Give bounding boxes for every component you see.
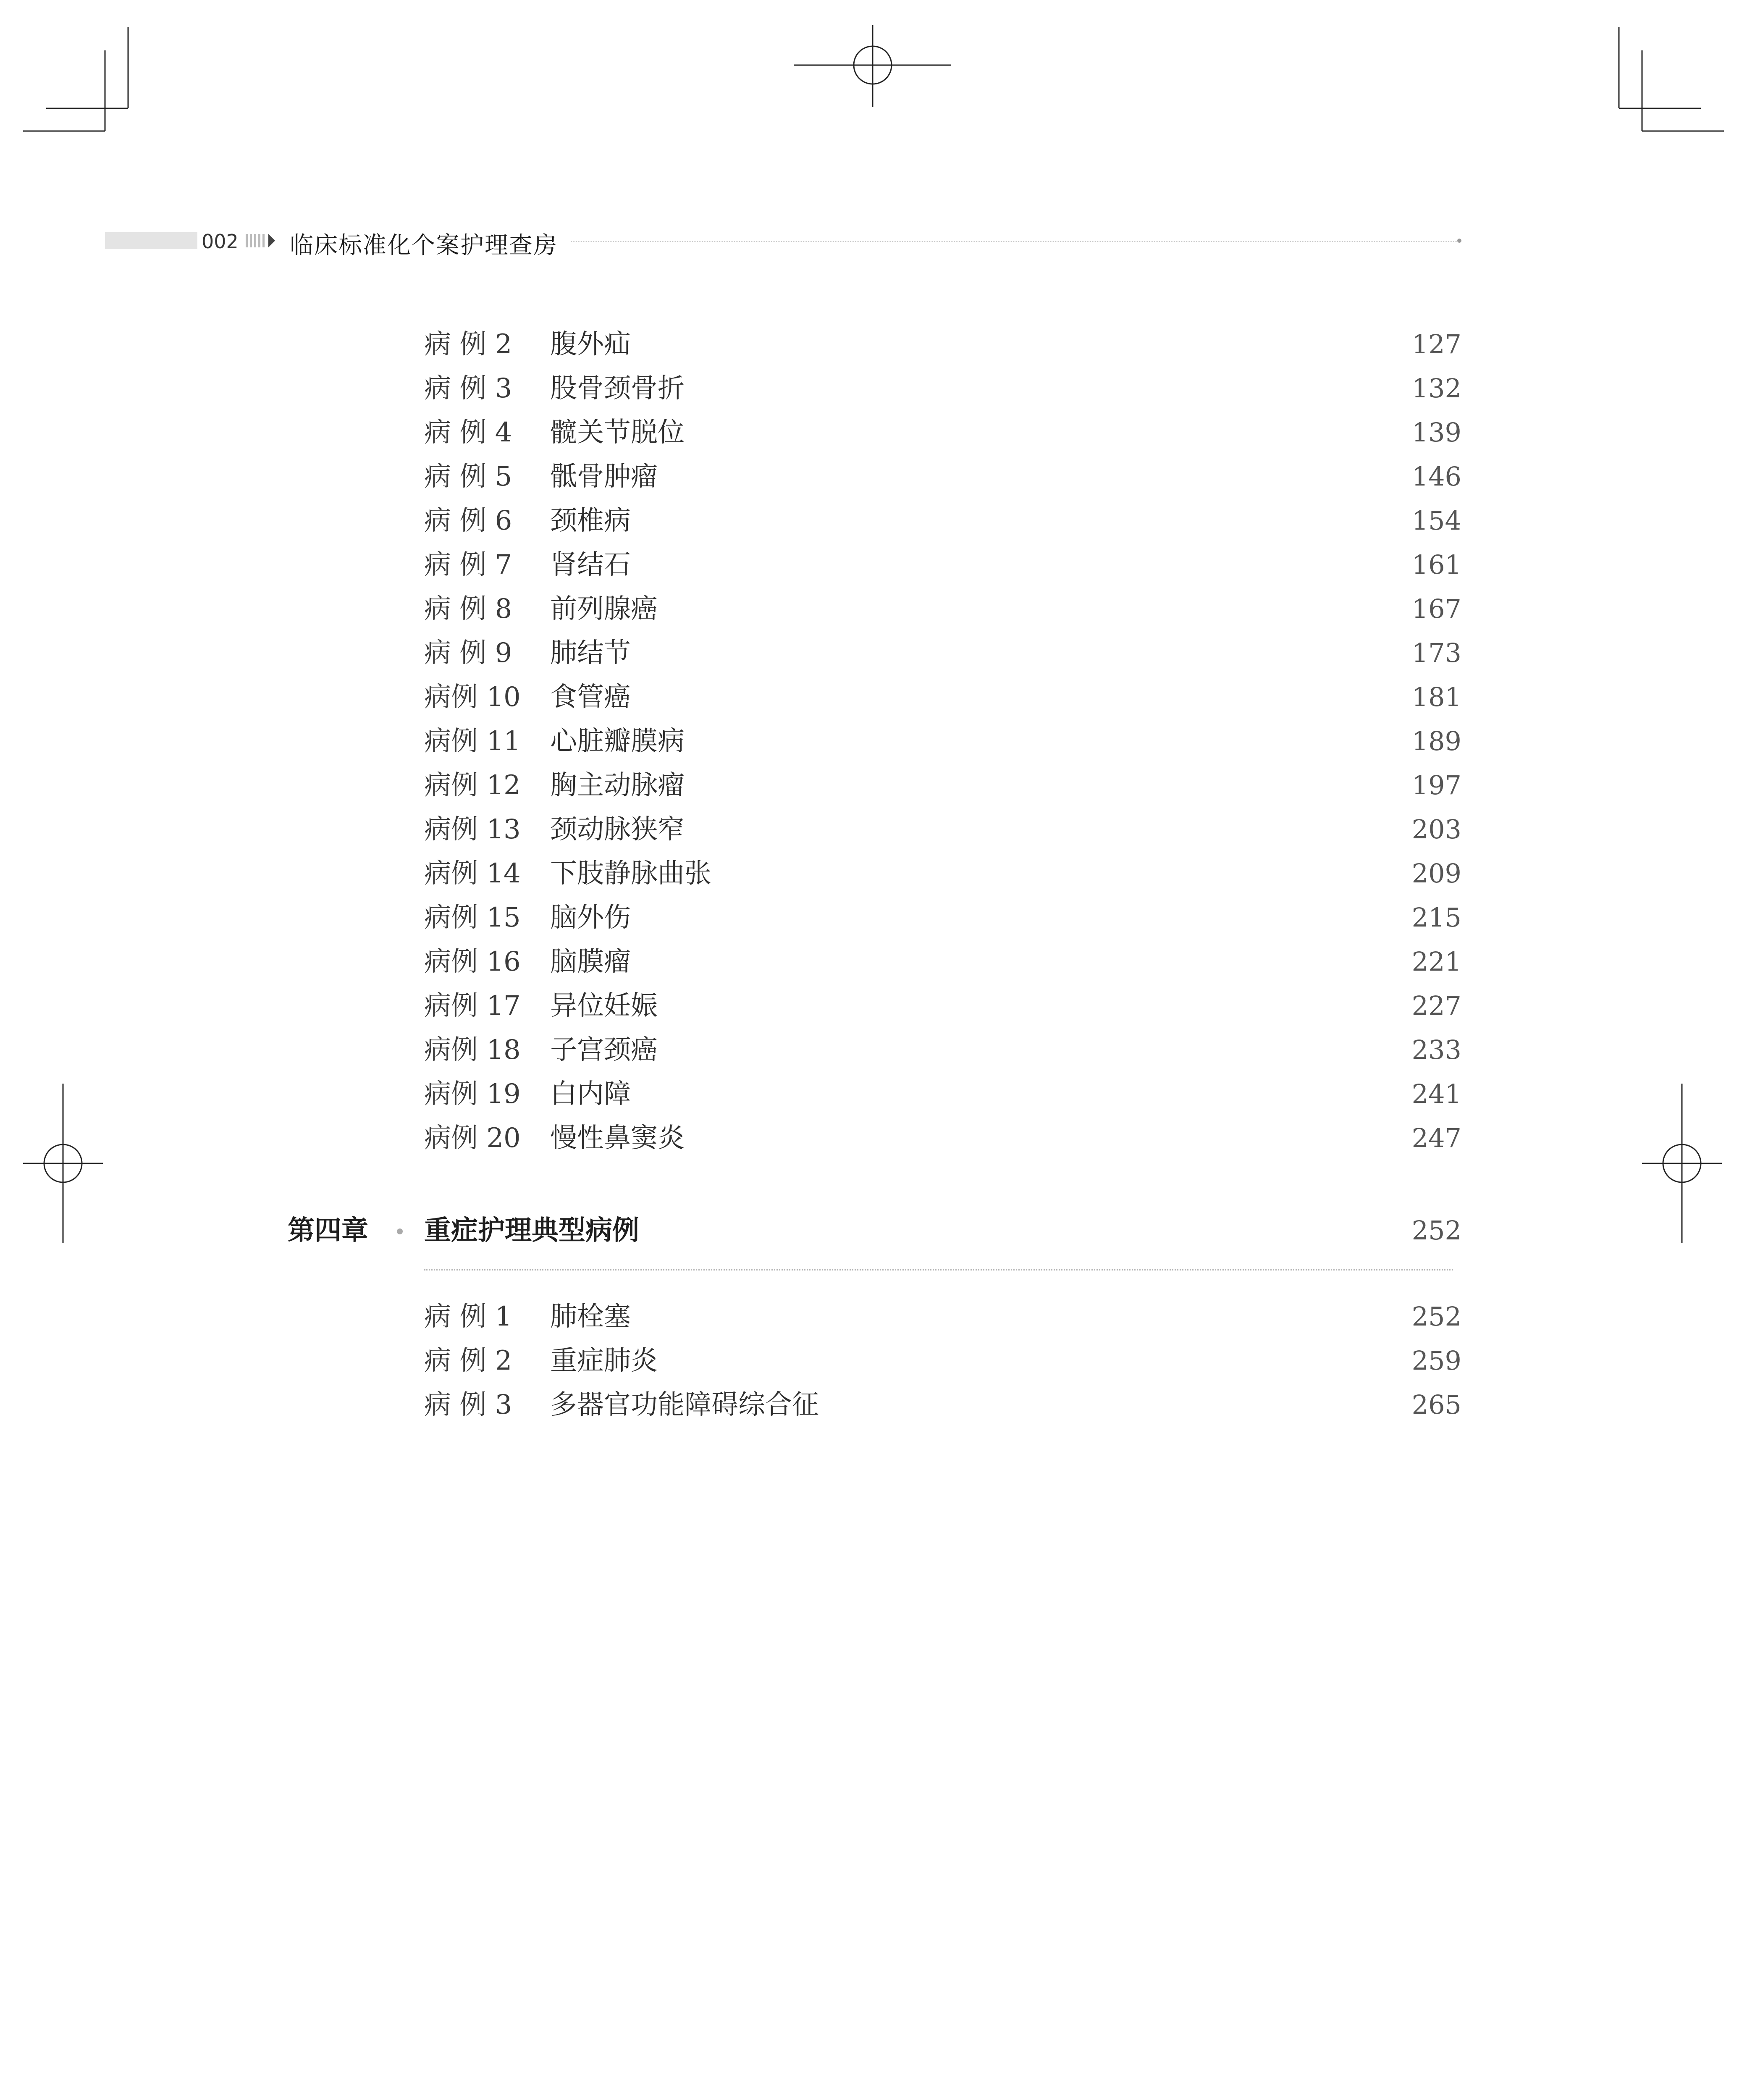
case-title: 颈椎病 — [550, 505, 631, 536]
case-title: 下肢静脉曲张 — [550, 858, 711, 889]
case-title: 肺栓塞 — [550, 1301, 631, 1332]
case-label: 病例 12 — [424, 770, 521, 801]
page-number: 247 — [1411, 1123, 1461, 1153]
case-label: 病 例 1 — [424, 1301, 512, 1332]
case-title: 肺结节 — [550, 638, 631, 669]
case-label: 病例 17 — [424, 990, 521, 1021]
case-label: 病例 10 — [424, 682, 521, 713]
case-title: 脑膜瘤 — [550, 946, 631, 977]
header-bar — [105, 232, 197, 249]
page-number: 227 — [1411, 990, 1461, 1021]
case-label: 病例 13 — [424, 814, 521, 845]
page-number: 233 — [1411, 1034, 1461, 1065]
case-label: 病例 15 — [424, 902, 521, 933]
case-label: 病 例 2 — [424, 329, 512, 360]
page-number: 197 — [1411, 770, 1461, 801]
case-title: 股骨颈骨折 — [550, 373, 685, 404]
chapter-number: 第四章 — [288, 1215, 368, 1246]
page-number: 167 — [1411, 593, 1461, 624]
case-title: 骶骨肿瘤 — [550, 461, 658, 492]
page-number: 173 — [1411, 638, 1461, 668]
page-number: 132 — [1411, 373, 1461, 404]
header-rule — [571, 241, 1457, 242]
case-title: 重症肺炎 — [550, 1345, 658, 1376]
case-label: 病 例 6 — [424, 505, 512, 536]
case-label: 病 例 4 — [424, 417, 512, 448]
case-label: 病 例 9 — [424, 638, 512, 669]
case-title: 前列腺癌 — [550, 593, 658, 625]
case-title: 肾结石 — [550, 549, 631, 580]
page-number: 259 — [1411, 1345, 1461, 1376]
case-title: 白内障 — [550, 1079, 631, 1110]
page-number: 241 — [1411, 1079, 1461, 1109]
case-label: 病 例 3 — [424, 373, 512, 404]
case-label: 病 例 2 — [424, 1345, 512, 1376]
chapter-divider — [424, 1269, 1453, 1270]
header-end-dot — [1457, 239, 1461, 243]
page-number: 146 — [1411, 461, 1461, 492]
case-label: 病 例 3 — [424, 1389, 512, 1420]
case-title: 食管癌 — [550, 682, 631, 713]
page-number: 215 — [1411, 902, 1461, 933]
header-page-number: 002 — [202, 230, 239, 253]
page-number: 203 — [1411, 814, 1461, 845]
case-title: 腹外疝 — [550, 329, 631, 360]
case-label: 病例 20 — [424, 1123, 521, 1154]
case-label: 病例 16 — [424, 946, 521, 977]
case-label: 病 例 7 — [424, 549, 512, 580]
page-number: 209 — [1411, 858, 1461, 889]
case-title: 子宫颈癌 — [550, 1034, 658, 1066]
case-title: 髋关节脱位 — [550, 417, 685, 448]
header-arrow-icon — [246, 233, 279, 248]
bullet-dot-icon — [397, 1228, 403, 1234]
case-title: 脑外伤 — [550, 902, 631, 933]
page-number: 154 — [1411, 505, 1461, 536]
case-title: 异位妊娠 — [550, 990, 658, 1021]
page-number: 189 — [1411, 726, 1461, 756]
page-number: 161 — [1411, 549, 1461, 580]
page-number: 181 — [1411, 682, 1461, 712]
page-number: 221 — [1411, 946, 1461, 977]
page-number: 252 — [1411, 1301, 1461, 1332]
case-label: 病例 18 — [424, 1034, 521, 1066]
case-title: 慢性鼻窦炎 — [550, 1123, 685, 1154]
chapter-page-number: 252 — [1411, 1215, 1461, 1246]
page-number: 265 — [1411, 1389, 1461, 1420]
case-label: 病例 19 — [424, 1079, 521, 1110]
case-label: 病例 14 — [424, 858, 521, 889]
case-title: 颈动脉狭窄 — [550, 814, 685, 845]
case-title: 多器官功能障碍综合征 — [550, 1389, 819, 1420]
case-title: 心脏瓣膜病 — [550, 726, 685, 757]
header-book-title: 临床标准化个案护理查房 — [290, 232, 558, 259]
case-label: 病 例 5 — [424, 461, 512, 492]
case-label: 病 例 8 — [424, 593, 512, 625]
page-number: 127 — [1411, 329, 1461, 360]
case-label: 病例 11 — [424, 726, 521, 757]
case-title: 胸主动脉瘤 — [550, 770, 685, 801]
chapter-title: 重症护理典型病例 — [424, 1215, 639, 1246]
page-number: 139 — [1411, 417, 1461, 448]
